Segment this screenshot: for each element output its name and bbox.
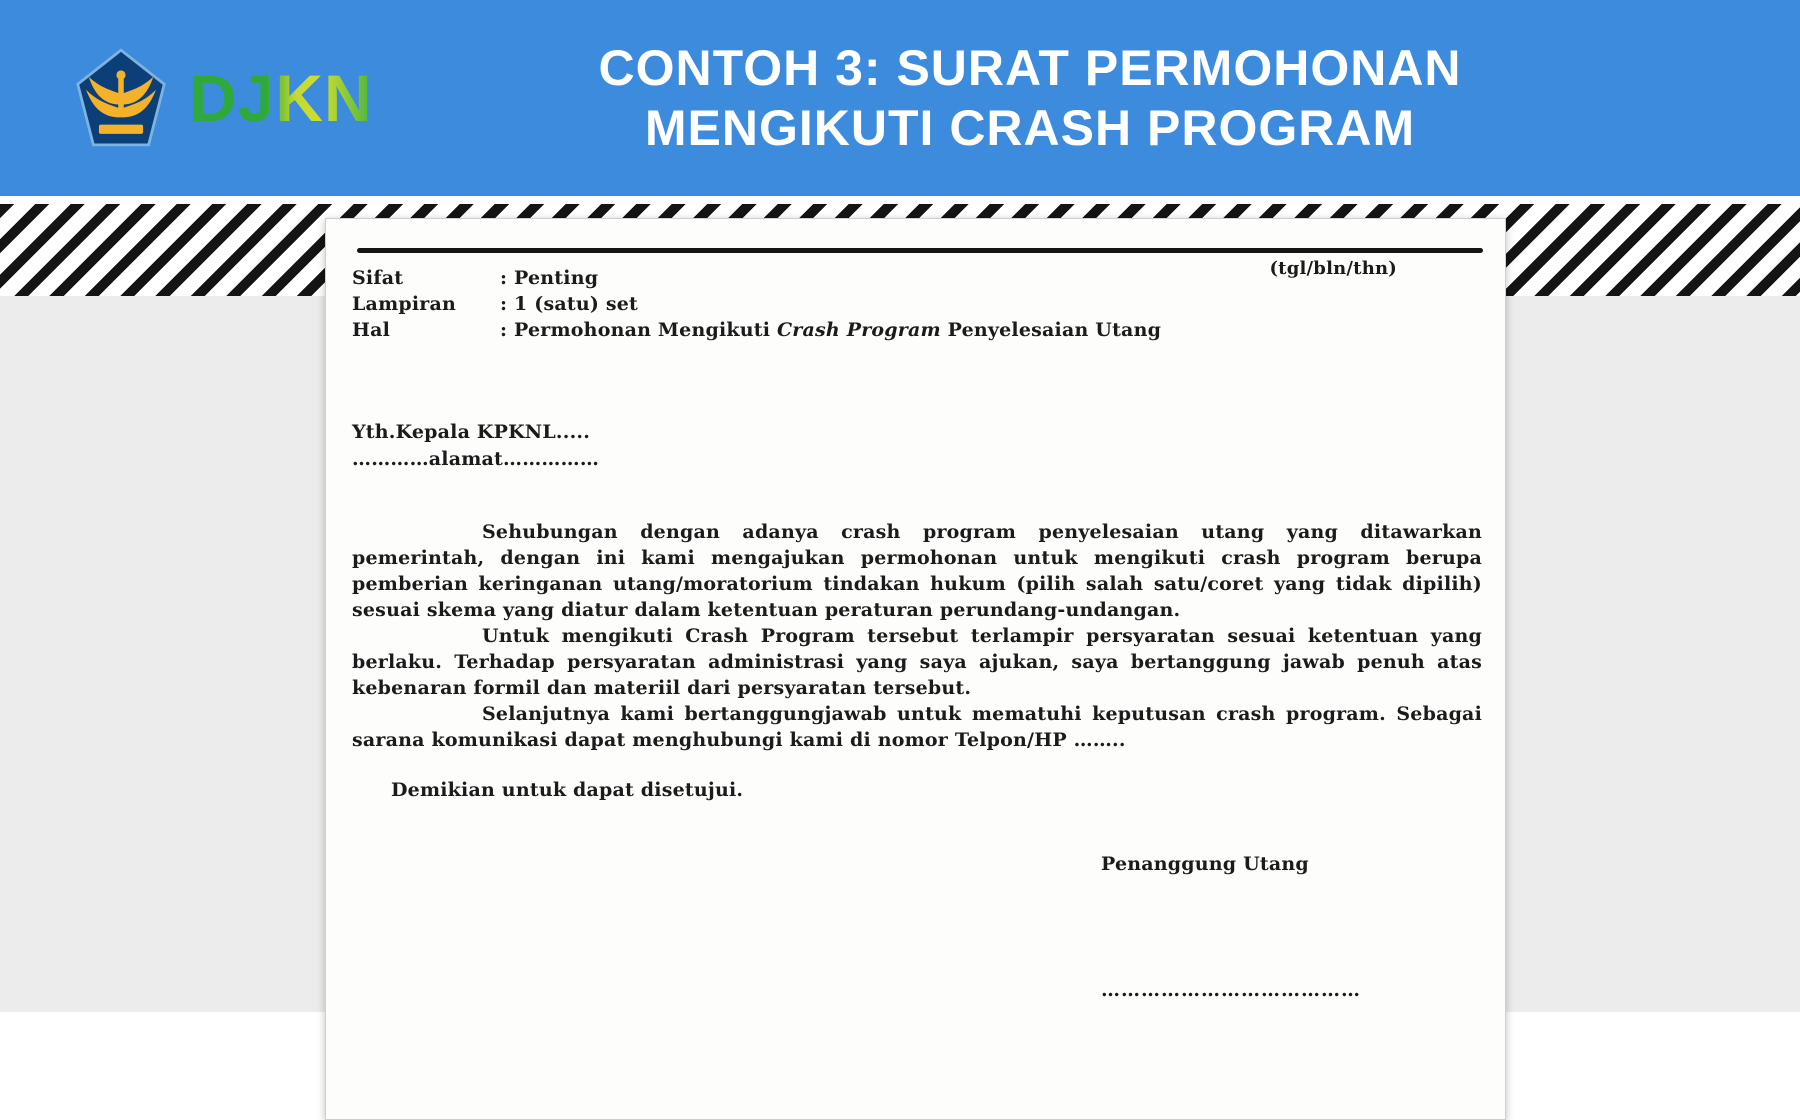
djkn-logo xyxy=(75,47,460,149)
meta-value-hal xyxy=(500,317,1482,343)
addressee-line2: …………alamat…………… xyxy=(352,448,600,470)
paragraph-1: Sehubungan dengan adanya crash program penyelesaian utang yang ditawarkan pemerintah, dengan ini kami mengajukan permohonan untuk mengikuti crash program berupa pemberian keringanan utang/moratorium tindakan hukum (pilih salah satu/coret yang tidak dipilih) sesuai skema yang diatur dalam ketentuan peraturan perundang-undangan. xyxy=(352,521,1482,621)
letter-document xyxy=(325,218,1506,1120)
meta-value-lampiran: : 1 (satu) set xyxy=(500,293,639,315)
meta-label-sifat: Sifat xyxy=(352,267,404,289)
meta-value-sifat: : Penting xyxy=(500,267,599,289)
slide-title-line2: MENGIKUTI CRASH PROGRAM xyxy=(644,100,1416,156)
slide-title xyxy=(460,38,1600,158)
signature-title: Penanggung Utang xyxy=(1101,853,1309,875)
date-placeholder: (tgl/bln/thn) xyxy=(1269,258,1397,279)
paragraph-2: Untuk mengikuti Crash Program tersebut terlampir persyaratan sesuai ketentuan yang berlaku. Terhadap persyaratan administrasi yang saya ajukan, saya bertanggung jawab penuh atas kebenaran formil dan materiil dari persyaratan tersebut. xyxy=(352,625,1482,699)
letter-body xyxy=(352,519,1482,753)
hal-suffix: Penyelesaian Utang xyxy=(940,319,1162,341)
hal-prefix: : Permohonan Mengikuti xyxy=(500,319,777,341)
letterhead-redaction-line xyxy=(357,248,1483,253)
kemenkeu-emblem-icon xyxy=(75,47,167,149)
addressee-line1: Yth.Kepala KPKNL..... xyxy=(352,421,591,443)
letter-meta-block xyxy=(352,265,1482,343)
meta-label-lampiran: Lampiran xyxy=(352,293,457,315)
signature-dotted-line: ………………………………… xyxy=(1101,979,1361,1001)
hal-italic-crash-program: Crash Program xyxy=(776,319,941,341)
meta-label-hal: Hal xyxy=(352,319,391,341)
slide-header xyxy=(0,0,1800,196)
closing-line: Demikian untuk dapat disetujui. xyxy=(391,779,744,801)
djkn-wordmark: DJKN xyxy=(189,61,373,135)
slide-title-line1: CONTOH 3: SURAT PERMOHONAN xyxy=(598,40,1462,96)
addressee-block xyxy=(352,419,599,473)
paragraph-3: Selanjutnya kami bertanggungjawab untuk mematuhi keputusan crash program. Sebagai sarana komunikasi dapat menghubungi kami di nomor Telpon/HP …….. xyxy=(352,703,1482,751)
